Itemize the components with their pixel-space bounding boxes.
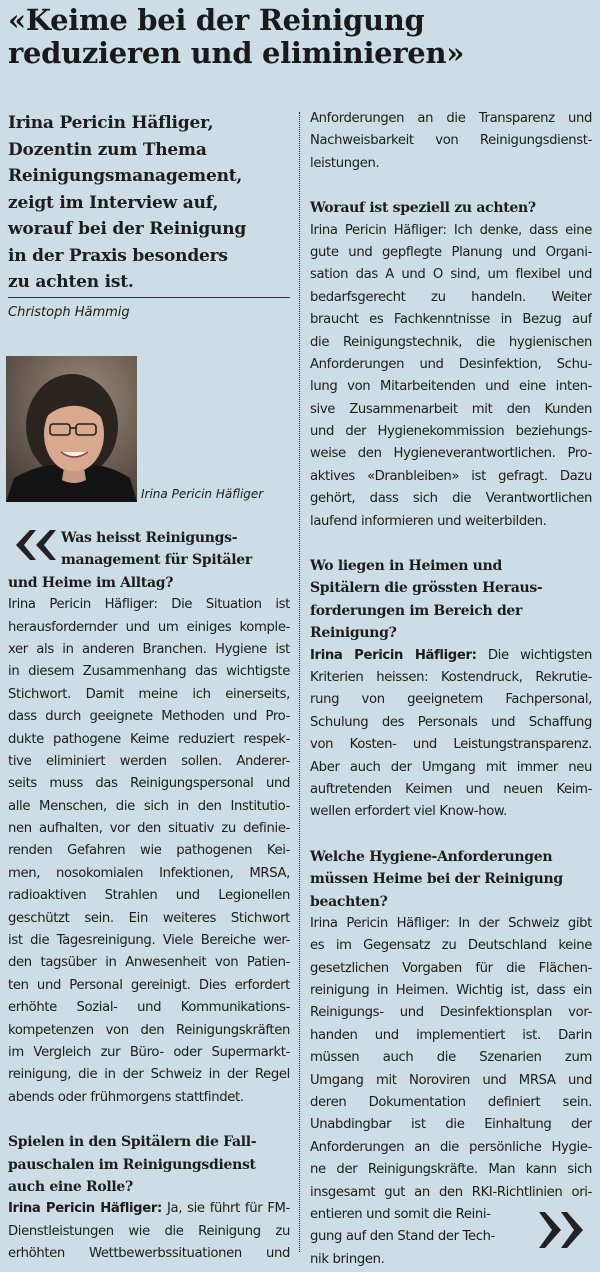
- answer-line: die Reinigungstechnik, die hygienischen: [310, 334, 592, 350]
- question-line: Was heisst Reinigungs-: [61, 530, 238, 546]
- answer-line: Anforderungen an die Transparenz und: [310, 111, 592, 126]
- answer-line: herausfordernder und um einiges komple-: [8, 619, 290, 635]
- answer-line: Nachweisbarkeit von Reinigungsdienst-: [310, 133, 592, 149]
- answer-line: erhöhte Sozial- und Kommunikations-: [8, 1000, 290, 1016]
- answer-line: abends oder frühmorgens stattfindet.: [8, 1089, 244, 1105]
- answer-line: bedarfsgerecht zu handeln. Weiter: [310, 289, 592, 305]
- answer-line: [8, 1198, 290, 1220]
- question-line: pauschalen im Reinigungsdienst: [8, 1156, 256, 1173]
- left-column: [8, 527, 290, 1266]
- answer-line: Kriterien heissen: Kostendruck, Rekrutie-: [310, 669, 592, 685]
- question-line: Worauf ist speziell zu achten?: [310, 200, 536, 217]
- answer-line: gung auf den Stand der Tech-: [310, 1229, 496, 1245]
- answer-line: Reinigungs- und Desinfektionsplan vor-: [310, 1005, 592, 1021]
- answer-line: tive eliminiert werden sollen. Anderer-: [8, 753, 290, 769]
- answer-line: Dienstleistungen wie die Reinigung zu: [8, 1223, 290, 1239]
- speaker-name: Irina Pericin Häfliger:: [8, 1201, 162, 1217]
- right-column: [310, 108, 592, 1271]
- answer-line: weise den Hygieneverantwortlichen. Pro-: [310, 446, 592, 462]
- answer-line: in diesem Zusammenhang das wichtigste: [8, 664, 290, 680]
- answer-line: [310, 220, 592, 242]
- lead-line: Reinigungsmanagement,: [8, 166, 243, 186]
- answer-line: lung von Mitarbeitenden und eine inten-: [310, 379, 592, 395]
- answer-line: es im Gegensatz zu Deutschland keine: [310, 938, 592, 954]
- portrait-photo: [6, 356, 137, 502]
- answer-line: ten und Personal gereinigt. Dies erfordert: [8, 977, 290, 993]
- answer-line: [310, 913, 592, 935]
- answer-line: leistungen.: [310, 155, 380, 171]
- answer-line: alle Menschen, die sich in den Institutio-: [8, 798, 290, 814]
- question-line: auch eine Rolle?: [8, 1178, 133, 1195]
- question-line: forderungen im Bereich der: [310, 602, 523, 619]
- answer-line: [310, 645, 592, 667]
- answer-line: müssen auch die Szenarien zum: [310, 1050, 592, 1066]
- question-line: beachten?: [310, 893, 388, 910]
- answer-line: Anforderungen an die persönliche Hygie-: [310, 1139, 592, 1155]
- answer-line: reinigung in Heimen. Wichtig ist, dass ein: [310, 983, 592, 999]
- answer-line: gute und gepflegte Planung und Organi-: [310, 244, 592, 260]
- answer-line: deren Dokumentation definiert sein.: [310, 1095, 592, 1111]
- lead-line: worauf bei der Reinigung: [8, 219, 247, 239]
- answer-line: Aber auch der Umgang mit immer neu: [310, 759, 592, 775]
- answer-line: dukte pathogene Keime reduziert respek-: [8, 731, 290, 747]
- question-line: Wo liegen in Heimen und: [310, 558, 502, 575]
- answer-line: reinigung, die in der Schweiz in der Regel: [8, 1067, 290, 1083]
- answer-text: Ich denke, dass eine: [453, 222, 592, 238]
- column-divider: [299, 112, 300, 1252]
- answer-line: auftretenden Keimen und neuen Keim-: [310, 781, 592, 797]
- answer-line: seits muss das Reinigungspersonal und: [8, 776, 290, 792]
- answer-line: den tagsüber in Anwesenheit von Patien-: [8, 955, 290, 971]
- answer-line: handen und implementiert ist. Darin: [310, 1027, 592, 1043]
- title-line: reduzieren und eliminieren»: [8, 36, 465, 70]
- answer-line: radioaktiven Strahlen und Legionellen: [8, 888, 290, 904]
- answer-line: erhöhten Wettbewerbssituationen und: [8, 1246, 290, 1262]
- question-line: Spitälern die grössten Heraus-: [310, 580, 543, 597]
- answer-line: sive Zusammenarbeit mit den Kunden: [310, 401, 592, 417]
- title-line: «Keime bei der Reinigung: [8, 3, 425, 37]
- answer-line: wellen erfordert viel Know-how.: [310, 804, 507, 820]
- answer-text: Die wichtigsten: [487, 647, 592, 663]
- answer-line: nik bringen.: [310, 1251, 385, 1267]
- question-line: management für Spitäler: [61, 552, 252, 569]
- answer-line: kompetenzen von den Reinigungskräften: [8, 1022, 290, 1038]
- answer-line: gehört, dass sich die Verantwortlichen: [310, 491, 592, 507]
- answer-line: sation das A und O sind, um flexibel und: [310, 267, 592, 283]
- answer-line: Anforderungen und Desinfektion, Schu-: [310, 356, 592, 372]
- answer-line: [8, 594, 290, 616]
- answer-line: xer als in anderen Branchen. Hygiene ist: [8, 641, 290, 657]
- answer-text: Die Situation ist: [171, 597, 290, 613]
- lead-divider: [8, 297, 290, 298]
- answer-line: geschützt sein. Ein weiteres Stichwort: [8, 910, 290, 926]
- answer-line: men, nosokomialen Infektionen, MRSA,: [8, 865, 290, 881]
- author-byline: Christoph Hämmig: [8, 305, 130, 320]
- speaker-name: Irina Pericin Häfliger:: [310, 222, 447, 238]
- answer-line: gesetzlichen Vorgaben für die Flächen-: [310, 960, 592, 976]
- answer-line: dass durch geeignete Methoden und Pro-: [8, 709, 290, 725]
- answer-line: entieren und somit die Reini-: [310, 1206, 491, 1222]
- article-title: [8, 4, 596, 70]
- answer-line: braucht es Fachkenntnisse in Bezug auf: [310, 312, 592, 328]
- answer-line: von Kosten- und Leistungstransparenz.: [310, 737, 592, 753]
- question-line: Welche Hygiene-Anforderungen: [310, 848, 553, 865]
- speaker-name: Irina Pericin Häfliger:: [310, 915, 450, 931]
- answer-text: In der Schweiz gibt: [458, 915, 592, 931]
- answer-text: Ja, sie führt für FM-: [166, 1201, 290, 1217]
- answer-line: ist die Tagesreinigung. Viele Bereiche wer-: [8, 933, 290, 949]
- question-line: und Heime im Alltag?: [8, 574, 174, 591]
- photo-caption: Irina Pericin Häfliger: [141, 487, 264, 501]
- answer-line: Unabdingbar ist die Einhaltung der: [310, 1117, 592, 1133]
- answer-line: aktives «Dranbleiben» ist gefragt. Dazu: [310, 468, 592, 484]
- answer-line: laufend informieren und weiterbilden.: [310, 513, 547, 529]
- lead-line: zeigt im Interview auf,: [8, 192, 219, 213]
- answer-line: und der Hygienekommission beziehungs-: [310, 424, 592, 440]
- lead-line: in der Praxis besonders: [8, 245, 228, 266]
- lead-paragraph: [8, 110, 293, 296]
- question-line: Spielen in den Spitälern die Fall-: [8, 1134, 257, 1151]
- speaker-name: Irina Pericin Häfliger:: [310, 647, 477, 663]
- answer-line: insgesamt gut an den RKI-Richtlinien ori-: [310, 1184, 592, 1200]
- answer-line: im Vergleich zur Büro- oder Supermarkt-: [8, 1044, 290, 1060]
- answer-line: Umgang mit Noroviren und MRSA und: [310, 1072, 592, 1088]
- speaker-name: Irina Pericin Häfliger:: [8, 597, 158, 613]
- lead-line: Dozentin zum Thema: [8, 139, 207, 160]
- answer-line: nen aufhalten, vor den situativ zu definie-: [8, 821, 290, 837]
- lead-line: zu achten ist.: [8, 272, 134, 292]
- answer-line: renden Gefahren wie pathogenen Kei-: [8, 843, 290, 859]
- question-line: Reinigung?: [310, 625, 397, 642]
- lead-line: Irina Pericin Häfliger,: [8, 113, 214, 133]
- answer-line: rung von geeignetem Fachpersonal,: [310, 692, 592, 708]
- close-quote-icon: [539, 1212, 587, 1248]
- answer-line: Schulung des Personals und Schaffung: [310, 714, 592, 730]
- answer-line: Stichwort. Damit meine ich einerseits,: [8, 686, 290, 702]
- answer-line: ne der Reinigungskräfte. Man kann sich: [310, 1162, 592, 1178]
- question-line: müssen Heime bei der Reinigung: [310, 871, 563, 888]
